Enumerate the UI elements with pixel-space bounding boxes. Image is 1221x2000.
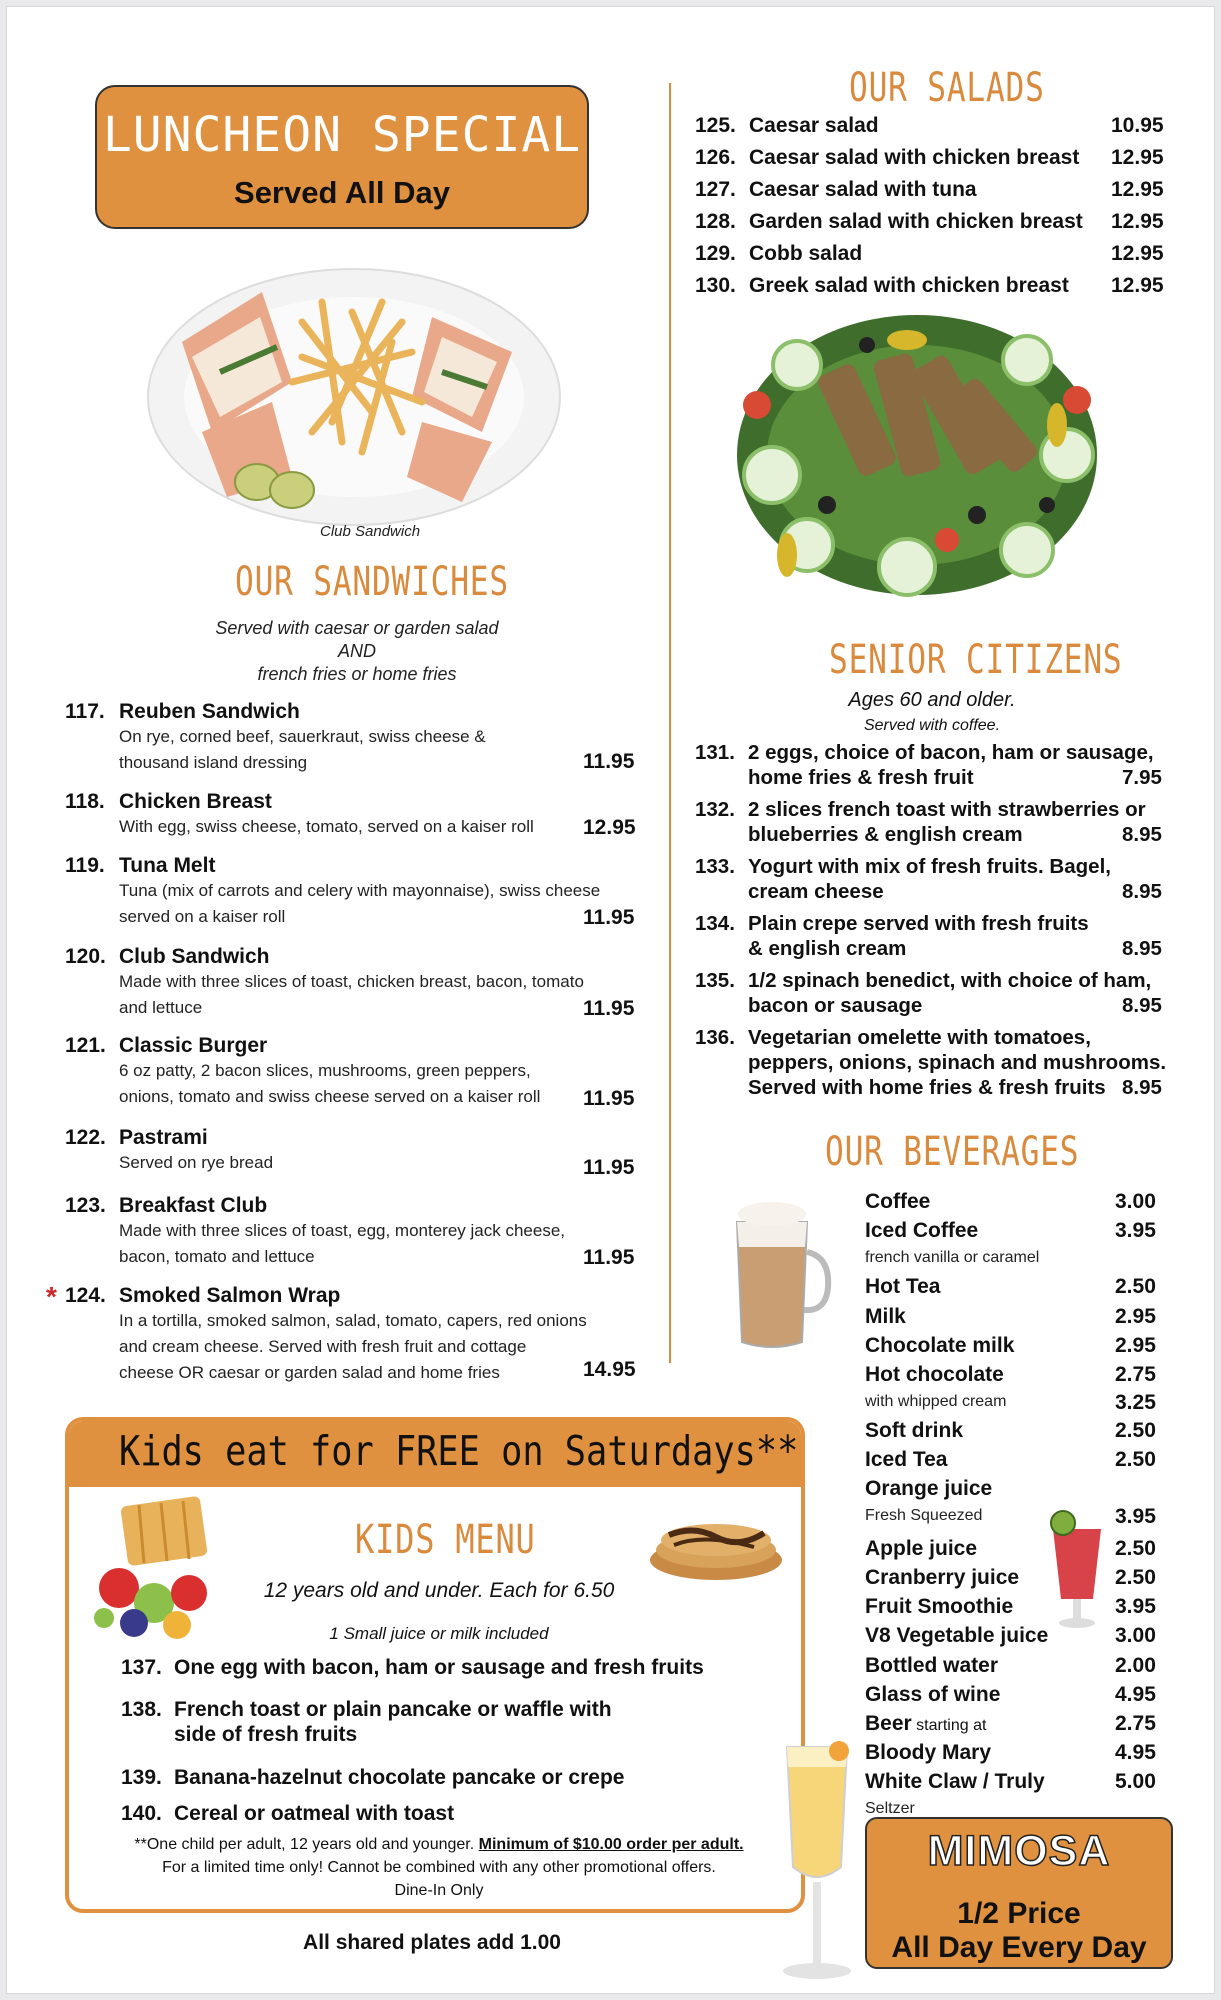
item-line: One egg with bacon, ham or sausage and fresh fruits <box>174 1656 704 1679</box>
kids-menu-heading: KIDS MENU <box>355 1517 536 1563</box>
pancake-photo <box>644 1505 789 1585</box>
beverage-price: 2.50 <box>1115 1419 1156 1442</box>
beverage-name <box>865 1741 991 1765</box>
beverage-price: 2.75 <box>1115 1363 1156 1386</box>
item-name: Club Sandwich <box>119 945 270 968</box>
beverage-label: Iced Tea <box>865 1448 948 1471</box>
beverage-price: 4.95 <box>1115 1683 1156 1706</box>
beverage-price: 5.00 <box>1115 1770 1156 1793</box>
item-price: 11.95 <box>583 1087 635 1110</box>
beverage-price: 2.00 <box>1115 1654 1156 1677</box>
senior-note: Served with coffee. <box>863 717 1001 734</box>
kids-banner <box>69 1421 801 1487</box>
sandwich-item <box>65 789 635 840</box>
sandwich-item <box>65 1283 635 1386</box>
sandwich-item-header <box>65 853 635 878</box>
beverage-name <box>865 1537 977 1561</box>
beverage-label: Milk <box>865 1305 906 1328</box>
sandwich-item <box>65 1033 635 1110</box>
senior-item <box>695 1025 1175 1100</box>
item-number: 117. <box>65 700 105 723</box>
item-line: Served with home fries & fresh fruits <box>748 1076 1106 1099</box>
beverage-label: Coffee <box>865 1190 931 1213</box>
beverage-label: Chocolate milk <box>865 1334 1015 1357</box>
footnote-line-1 <box>69 1833 805 1856</box>
beverage-price: 2.50 <box>1115 1448 1156 1471</box>
item-line: side of fresh fruits <box>174 1723 358 1746</box>
item-line: Plain crepe served with fresh fruits <box>748 912 1089 935</box>
item-description: onions, tomato and swiss cheese served on a kaiser roll <box>119 1087 541 1106</box>
kids-item <box>121 1765 624 1790</box>
shared-plates-note: All shared plates add 1.00 <box>303 1931 561 1954</box>
senior-item <box>695 740 1175 790</box>
note-line: AND <box>337 641 376 661</box>
beverage-note-price: 3.95 <box>1115 1505 1156 1528</box>
item-description: Made with three slices of toast, chicken breast, bacon, tomato <box>119 972 584 991</box>
item-description: 6 oz patty, 2 bacon slices, mushrooms, green peppers, <box>119 1061 531 1080</box>
senior-item <box>695 968 1175 1018</box>
beverage-price: 3.00 <box>1115 1190 1156 1213</box>
beverage-suffix: starting at <box>911 1717 987 1734</box>
sandwich-item-header <box>65 944 635 969</box>
beverage-label: Beer <box>865 1712 912 1735</box>
sandwich-item <box>65 699 635 776</box>
iced-coffee-photo <box>712 1192 832 1352</box>
beverage-price: 2.50 <box>1115 1537 1156 1560</box>
beverage-label: Apple juice <box>865 1537 978 1560</box>
beverage-name <box>865 1363 1004 1387</box>
beverage-name <box>865 1477 992 1501</box>
mimosa-offer <box>867 1897 1171 1965</box>
beverage-price: 3.95 <box>1115 1219 1156 1242</box>
salad-number: 127. <box>695 178 736 201</box>
beverage-note: Seltzer <box>865 1800 915 1817</box>
beverage-note: with whipped cream <box>865 1393 1007 1410</box>
beverage-name <box>865 1712 986 1736</box>
item-number: 138. <box>121 1698 162 1721</box>
senior-item <box>695 854 1175 904</box>
salad-name: Caesar salad <box>749 114 879 137</box>
salad-price: 12.95 <box>1111 146 1164 169</box>
item-number: 139. <box>121 1766 162 1789</box>
salad-number: 129. <box>695 242 736 265</box>
item-number: 135. <box>695 969 735 992</box>
item-line: Vegetarian omelette with tomatoes, <box>748 1026 1091 1049</box>
salad-price: 12.95 <box>1111 178 1164 201</box>
item-number: 122. <box>65 1126 106 1149</box>
item-number: 124. <box>65 1284 106 1307</box>
footnote-line-2: For a limited time only! Cannot be combined with any other promotional offers. <box>162 1859 716 1876</box>
beverage-label: Soft drink <box>865 1419 963 1442</box>
item-price: 8.95 <box>1122 1076 1162 1099</box>
minimum-order-note: Minimum of $10.00 order per adult. <box>478 1836 744 1853</box>
item-number: 123. <box>65 1194 106 1217</box>
footnote-line-3: Dine-In Only <box>394 1882 484 1899</box>
sandwiches-note <box>137 617 577 686</box>
sandwich-item-header <box>65 1193 635 1218</box>
item-description: On rye, corned beef, sauerkraut, swiss cheese & <box>119 727 486 746</box>
salad-number: 125. <box>695 114 736 137</box>
item-name: Breakfast Club <box>119 1194 268 1217</box>
item-description: bacon, tomato and lettuce <box>119 1247 315 1266</box>
item-number: 120. <box>65 945 106 968</box>
salads-heading: OUR SALADS <box>849 65 1045 111</box>
beverage-price: 3.95 <box>1115 1595 1156 1618</box>
salad-price: 12.95 <box>1111 274 1164 297</box>
item-name: Tuna Melt <box>119 854 216 877</box>
sandwich-item-header <box>65 699 635 724</box>
salad-number: 126. <box>695 146 736 169</box>
kids-footnote <box>69 1833 805 1902</box>
mimosa-glass-photo <box>767 1737 867 1985</box>
beverage-name <box>865 1448 947 1472</box>
mimosa-line-2: All Day Every Day <box>891 1931 1147 1964</box>
item-description: Tuna (mix of carrots and celery with mayonnaise), swiss cheese <box>119 881 601 900</box>
item-price: 8.95 <box>1122 880 1162 903</box>
luncheon-special-banner <box>95 85 589 229</box>
item-number: 121. <box>65 1034 106 1057</box>
smoothie-photo <box>1045 1509 1109 1629</box>
item-line: French toast or plain pancake or waffle with <box>174 1698 612 1721</box>
featured-star: * <box>46 1281 57 1312</box>
item-description: and lettuce <box>119 998 203 1017</box>
item-description: and cream cheese. Served with fresh fruit and cottage <box>119 1337 527 1356</box>
salad-name: Cobb salad <box>749 242 863 265</box>
beverage-label: Fruit Smoothie <box>865 1595 1014 1618</box>
menu-sheet <box>6 6 1215 1994</box>
item-price: 11.95 <box>583 906 635 929</box>
salad-name: Caesar salad with chicken breast <box>749 146 1080 169</box>
item-line: Cereal or oatmeal with toast <box>174 1802 455 1825</box>
item-price: 8.95 <box>1122 823 1162 846</box>
item-price: 7.95 <box>1122 766 1162 789</box>
item-number: 140. <box>121 1802 162 1825</box>
beverages-heading: OUR BEVERAGES <box>825 1129 1080 1175</box>
senior-item <box>695 797 1175 847</box>
luncheon-subtitle: Served All Day <box>234 175 450 210</box>
item-line: blueberries & english cream <box>748 823 1023 846</box>
beverage-label: Hot chocolate <box>865 1363 1004 1386</box>
beverage-name <box>865 1419 963 1443</box>
item-line: cream cheese <box>748 880 884 903</box>
item-name: Pastrami <box>119 1126 208 1149</box>
item-line: bacon or sausage <box>748 994 923 1017</box>
item-number: 132. <box>695 798 735 821</box>
item-number: 134. <box>695 912 735 935</box>
item-line: home fries & fresh fruit <box>748 766 974 789</box>
item-description: served on a kaiser roll <box>119 907 286 926</box>
beverage-label: Orange juice <box>865 1477 993 1500</box>
kids-note: 1 Small juice or milk included <box>329 1624 549 1643</box>
column-divider <box>669 83 671 1363</box>
beverage-name <box>865 1566 1019 1590</box>
note-line: Served with caesar or garden salad <box>215 618 499 638</box>
item-description: thousand island dressing <box>119 753 308 772</box>
beverage-name <box>865 1190 930 1214</box>
kids-subtitle: 12 years old and under. Each for 6.50 <box>263 1579 615 1602</box>
item-line: 2 eggs, choice of bacon, ham or sausage, <box>748 741 1154 764</box>
sandwiches-heading: OUR SANDWICHES <box>235 559 509 605</box>
beverage-name <box>865 1624 1048 1648</box>
item-name: Chicken Breast <box>119 790 272 813</box>
item-line: 2 slices french toast with strawberries or <box>748 798 1146 821</box>
salad-number: 128. <box>695 210 736 233</box>
beverage-note-price: 3.25 <box>1115 1391 1156 1414</box>
beverage-name <box>865 1770 1045 1794</box>
item-name: Reuben Sandwich <box>119 700 300 723</box>
salad-price: 10.95 <box>1111 114 1164 137</box>
note-line: french fries or home fries <box>257 664 457 684</box>
item-description: Made with three slices of toast, egg, monterey jack cheese, <box>119 1221 566 1240</box>
item-price: 8.95 <box>1122 937 1162 960</box>
beverage-price: 2.50 <box>1115 1566 1156 1589</box>
footnote-text: **One child per adult, 12 years old and younger. <box>134 1836 479 1853</box>
beverage-label: Hot Tea <box>865 1275 941 1298</box>
beverage-label: V8 Vegetable juice <box>865 1624 1049 1647</box>
kids-menu-box <box>65 1417 805 1913</box>
beverage-name <box>865 1334 1014 1358</box>
senior-heading: SENIOR CITIZENS <box>829 637 1123 683</box>
beverage-label: Cranberry juice <box>865 1566 1020 1589</box>
beverage-price: 3.00 <box>1115 1624 1156 1647</box>
kids-banner-text: Kids eat for FREE on Saturdays** <box>119 1427 799 1475</box>
senior-item <box>695 911 1175 961</box>
item-price: 14.95 <box>583 1358 636 1381</box>
item-name: Smoked Salmon Wrap <box>119 1284 341 1307</box>
beverage-label: Bottled water <box>865 1654 999 1677</box>
sandwich-item-header <box>65 1125 635 1150</box>
beverage-name <box>865 1219 978 1243</box>
item-line: & english cream <box>748 937 907 960</box>
salad-price: 12.95 <box>1111 210 1164 233</box>
item-price: 8.95 <box>1122 994 1162 1017</box>
item-number: 137. <box>121 1656 162 1679</box>
sandwich-item <box>65 1125 635 1176</box>
item-price: 11.95 <box>583 750 635 773</box>
item-price: 11.95 <box>583 1246 635 1269</box>
item-description: In a tortilla, smoked salmon, salad, tomato, capers, red onions <box>119 1311 587 1330</box>
sandwich-item <box>65 1193 635 1270</box>
kids-item <box>121 1801 454 1826</box>
beverage-name <box>865 1683 1000 1707</box>
sandwich-item-header <box>65 789 635 814</box>
sandwich-item <box>65 944 635 1021</box>
beverage-label: Iced Coffee <box>865 1219 979 1242</box>
beverage-label: White Claw / Truly <box>865 1770 1045 1793</box>
greek-salad-photo <box>727 305 1107 605</box>
item-number: 136. <box>695 1026 735 1049</box>
beverage-price: 4.95 <box>1115 1741 1156 1764</box>
mimosa-line-1: 1/2 Price <box>957 1897 1081 1930</box>
beverage-name <box>865 1654 998 1678</box>
beverage-note: Fresh Squeezed <box>865 1507 983 1524</box>
item-description: Served on rye bread <box>119 1153 274 1172</box>
beverage-price: 2.50 <box>1115 1275 1156 1298</box>
item-name: Classic Burger <box>119 1034 268 1057</box>
item-price: 11.95 <box>583 997 635 1020</box>
mimosa-title: MIMOSA <box>927 1827 1111 1875</box>
club-sandwich-photo <box>142 262 566 532</box>
photo-caption: Club Sandwich <box>320 523 421 540</box>
sandwich-item-header <box>65 1033 635 1058</box>
item-number: 133. <box>695 855 735 878</box>
beverage-price: 2.95 <box>1115 1334 1156 1357</box>
item-number: 119. <box>65 854 105 877</box>
item-line: Banana-hazelnut chocolate pancake or crepe <box>174 1766 625 1789</box>
senior-subtitle: Ages 60 and older. <box>848 689 1016 711</box>
item-line: 1/2 spinach benedict, with choice of ham, <box>748 969 1152 992</box>
kids-item <box>121 1697 612 1747</box>
beverage-note: french vanilla or caramel <box>865 1249 1040 1266</box>
beverage-price: 2.95 <box>1115 1305 1156 1328</box>
kids-item <box>121 1655 704 1680</box>
salad-price: 12.95 <box>1111 242 1164 265</box>
item-line: Yogurt with mix of fresh fruits. Bagel, <box>748 855 1111 878</box>
item-description: cheese OR caesar or garden salad and home fries <box>119 1363 500 1382</box>
salad-name: Greek salad with chicken breast <box>749 274 1069 297</box>
sandwich-item <box>65 853 635 930</box>
item-description: With egg, swiss cheese, tomato, served on a kaiser roll <box>119 817 534 836</box>
item-price: 11.95 <box>583 1156 635 1179</box>
beverage-name <box>865 1595 1013 1619</box>
item-number: 131. <box>695 741 735 764</box>
beverage-label: Bloody Mary <box>865 1741 992 1764</box>
luncheon-title: LUNCHEON SPECIAL <box>102 107 582 163</box>
beverage-label: Glass of wine <box>865 1683 1001 1706</box>
mimosa-promo <box>865 1817 1173 1969</box>
item-line: peppers, onions, spinach and mushrooms. <box>748 1051 1167 1074</box>
salad-name: Garden salad with chicken breast <box>749 210 1083 233</box>
fruit-waffle-photo <box>89 1493 219 1643</box>
salad-name: Caesar salad with tuna <box>749 178 977 201</box>
beverage-name <box>865 1275 940 1299</box>
sandwich-item-header <box>65 1283 635 1308</box>
item-price: 12.95 <box>583 816 636 839</box>
item-number: 118. <box>65 790 105 813</box>
beverage-name <box>865 1305 906 1329</box>
beverage-price: 2.75 <box>1115 1712 1156 1735</box>
salad-number: 130. <box>695 274 736 297</box>
